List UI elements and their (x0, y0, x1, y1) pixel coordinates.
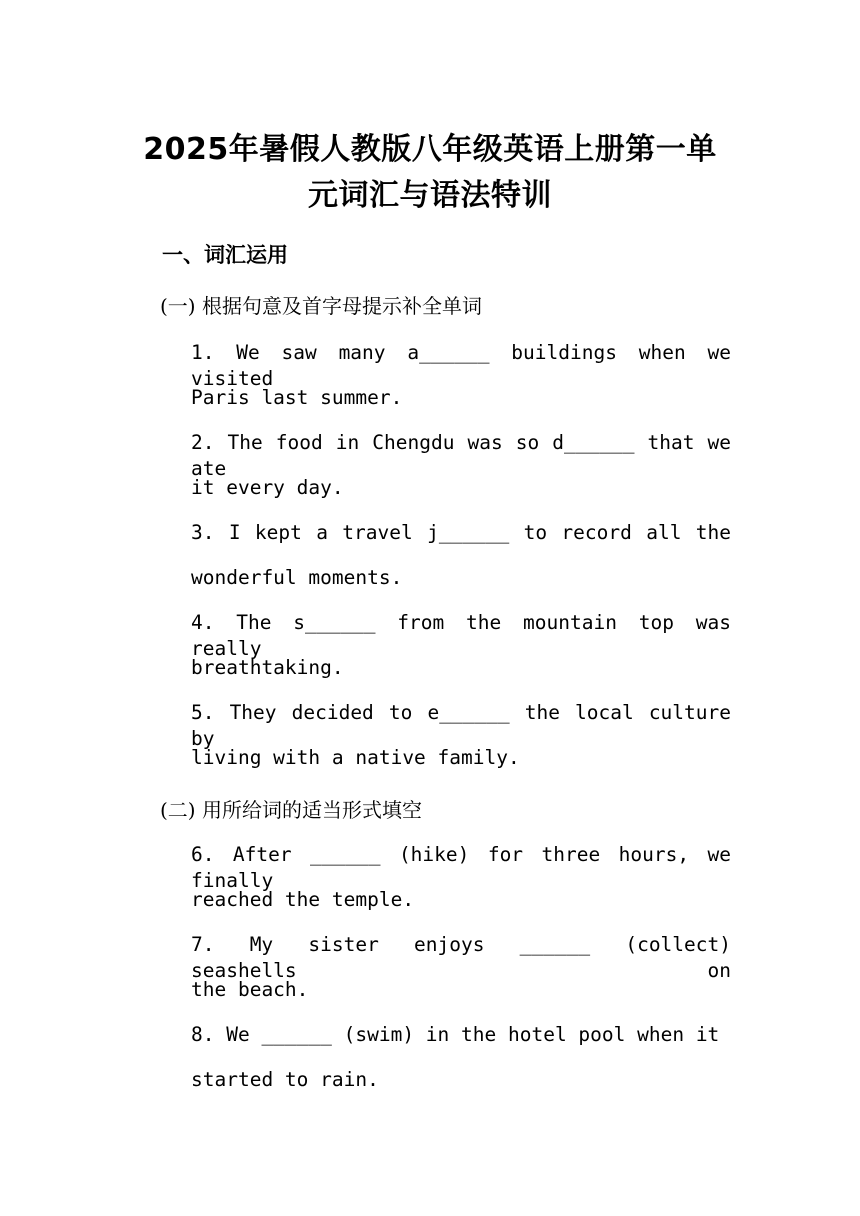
document-title-line-2: 元词汇与语法特训 (308, 178, 552, 213)
question-3-line-1: 3. I kept a travel j______ to record all the (191, 521, 731, 544)
question-5-line-1: 5. They decided to e______ the local culture by (191, 701, 731, 750)
question-8-line-1: 8. We ______ (swim) in the hotel pool when it (191, 1023, 720, 1046)
question-4-line-1: 4. The s______ from the mountain top was really (191, 611, 731, 660)
question-8-line-2: started to rain. (191, 1068, 379, 1091)
question-7-line-1: 7. My sister enjoys ______ (collect) seashells on (191, 933, 731, 982)
question-4-line-2: breathtaking. (191, 656, 344, 679)
question-5-line-2: living with a native family. (191, 746, 520, 769)
question-1-line-1: 1. We saw many a______ buildings when we visited (191, 341, 731, 390)
question-7-line-2: the beach. (191, 978, 309, 1001)
part-heading-word-forms: (二) 用所给词的适当形式填空 (160, 798, 422, 822)
document-title-line-1: 2025年暑假人教版八年级英语上册第一单 (143, 132, 717, 167)
question-2-line-2: it every day. (191, 476, 344, 499)
part-heading-initial-letter: (一) 根据句意及首字母提示补全单词 (160, 294, 482, 318)
question-6-line-2: reached the temple. (191, 888, 415, 911)
question-6-line-1: 6. After ______ (hike) for three hours, we finally (191, 843, 731, 892)
section-heading-vocabulary: 一、词汇运用 (162, 243, 288, 267)
question-1-line-2: Paris last summer. (191, 386, 403, 409)
question-3-line-2: wonderful moments. (191, 566, 403, 589)
question-2-line-1: 2. The food in Chengdu was so d______ that we ate (191, 431, 731, 480)
